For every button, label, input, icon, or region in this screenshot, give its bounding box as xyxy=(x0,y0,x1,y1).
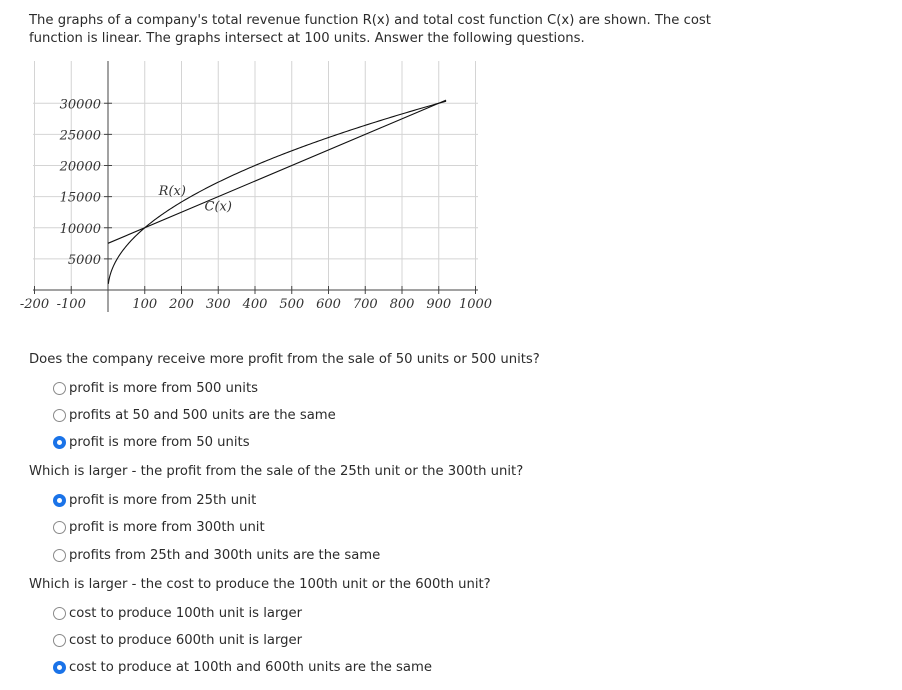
x-tick-label: -200 xyxy=(19,297,50,312)
q1-option-3-label: profit is more from 50 units xyxy=(69,434,250,450)
y-tick-label: 5000 xyxy=(67,252,101,268)
x-tick-label: 600 xyxy=(316,297,341,312)
y-tick-label: 10000 xyxy=(59,221,101,237)
q3-option-3[interactable] xyxy=(53,658,432,676)
y-tick-label: 20000 xyxy=(59,159,101,175)
q3-option-2-label: cost to produce 600th unit is larger xyxy=(69,632,303,648)
question-3-text: Which is larger - the cost to produce the 100th unit or the 600th unit? xyxy=(29,577,491,592)
q3-option-3-label: cost to produce at 100th and 600th units are the same xyxy=(69,659,432,675)
question-1-text: Does the company receive more profit from the sale of 50 units or 500 units? xyxy=(29,352,540,367)
series-annotation: C(x) xyxy=(204,199,232,215)
x-tick-label: 900 xyxy=(426,297,452,312)
x-tick-label: 700 xyxy=(352,297,378,312)
x-tick-label: 1000 xyxy=(458,297,493,312)
y-tick-label: 30000 xyxy=(59,97,101,113)
q2-option-2-label: profit is more from 300th unit xyxy=(69,519,265,535)
q1-option-2-radio[interactable] xyxy=(53,409,66,422)
x-tick-label: 400 xyxy=(242,297,268,312)
x-tick-label: 200 xyxy=(169,297,194,312)
x-tick-label: 100 xyxy=(132,297,158,312)
q1-option-1[interactable] xyxy=(53,379,258,397)
x-tick-label: 300 xyxy=(205,297,231,312)
y-tick-label: 25000 xyxy=(59,128,101,144)
q2-option-3-label: profits from 25th and 300th units are the same xyxy=(69,547,381,563)
q3-option-3-radio[interactable] xyxy=(53,661,66,674)
q3-option-1-radio[interactable] xyxy=(53,607,66,620)
q2-option-1[interactable] xyxy=(53,491,256,509)
q2-option-3[interactable] xyxy=(53,546,380,564)
x-tick-label: -100 xyxy=(56,297,86,312)
problem-statement xyxy=(29,12,729,48)
q3-option-1-label: cost to produce 100th unit is larger xyxy=(69,605,303,621)
q3-option-2-radio[interactable] xyxy=(53,634,66,647)
question-2-text: Which is larger - the profit from the sale of the 25th unit or the 300th unit? xyxy=(29,464,524,479)
q1-option-3[interactable] xyxy=(53,433,250,451)
q2-option-3-radio[interactable] xyxy=(53,549,66,562)
q3-option-2[interactable] xyxy=(53,631,302,649)
q2-option-2[interactable] xyxy=(53,518,265,536)
q2-option-1-radio[interactable] xyxy=(53,494,66,507)
q2-option-1-label: profit is more from 25th unit xyxy=(69,492,257,508)
y-tick-label: 15000 xyxy=(59,190,101,206)
revenue-cost-graph xyxy=(0,52,500,327)
q1-option-3-radio[interactable] xyxy=(53,436,66,449)
q3-option-1[interactable] xyxy=(53,604,302,622)
problem-statement-line-1: The graphs of a company's total revenue function R(x) and total cost function C(x) are shown. The cost xyxy=(29,13,711,28)
q2-option-2-radio[interactable] xyxy=(53,521,66,534)
q1-option-1-radio[interactable] xyxy=(53,382,66,395)
x-tick-label: 800 xyxy=(389,297,415,312)
x-tick-label: 500 xyxy=(279,297,305,312)
series-annotation: R(x) xyxy=(158,183,186,199)
problem-statement-line-2: function is linear. The graphs intersect at 100 units. Answer the following questions. xyxy=(29,31,585,46)
q1-option-1-label: profit is more from 500 units xyxy=(69,380,258,396)
q1-option-2[interactable] xyxy=(53,406,336,424)
cost-line xyxy=(108,100,446,243)
q1-option-2-label: profits at 50 and 500 units are the same xyxy=(69,407,336,423)
